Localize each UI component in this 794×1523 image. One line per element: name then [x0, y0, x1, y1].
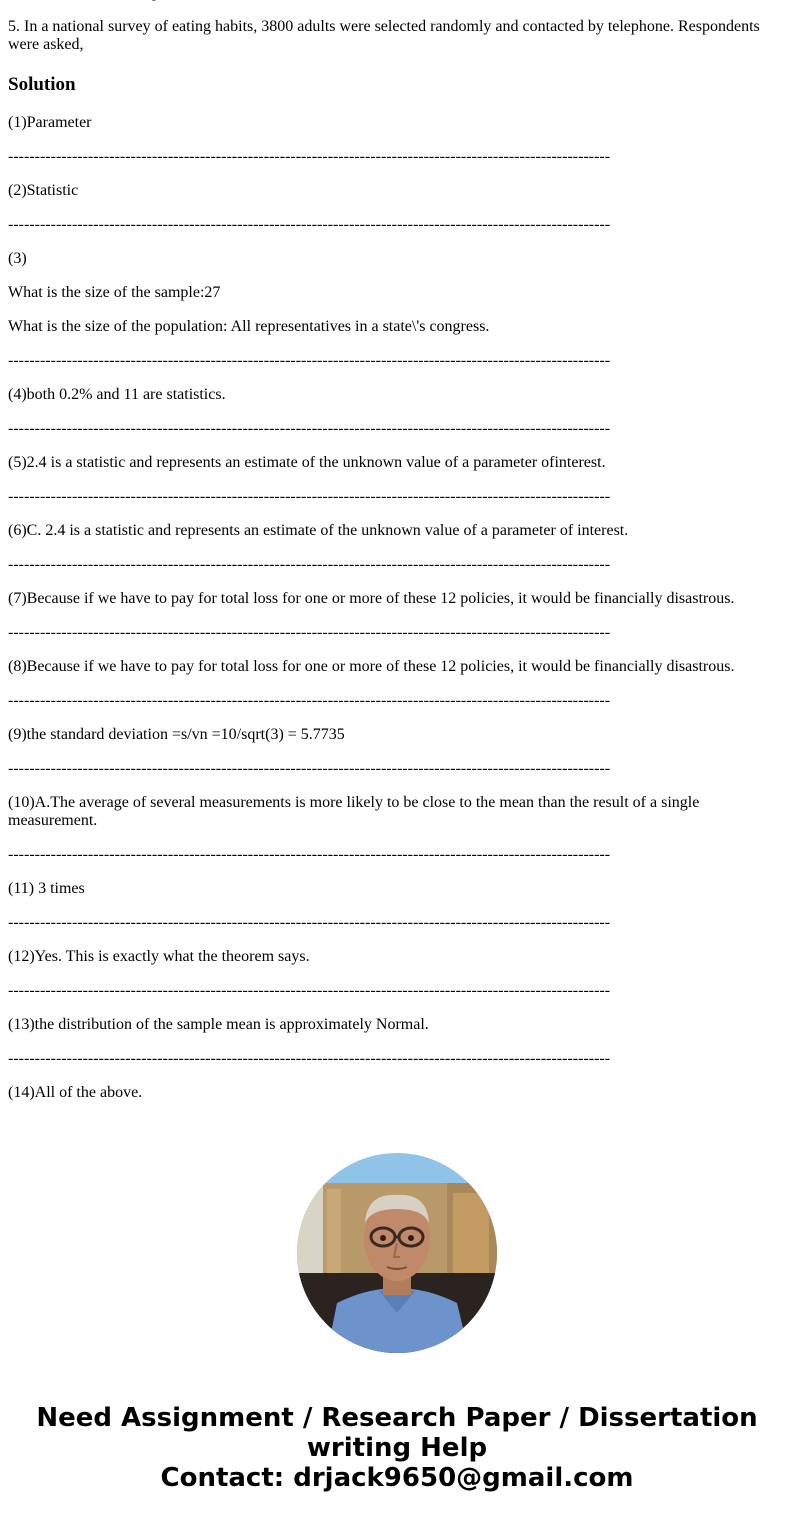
question-5-text: 5. In a national survey of eating habits, 3800 adults were selected randomly and contacted by telephone. Respondents were asked,	[8, 18, 760, 53]
separator: -----------------------------------------------------------------------------------------------------------------	[8, 352, 611, 369]
answer-13: (13)the distribution of the sample mean is approximately Normal.	[8, 1016, 429, 1033]
answer-6: (6)C. 2.4 is a statistic and represents an estimate of the unknown value of a parameter of interest.	[8, 522, 629, 539]
answer-4: (4)both 0.2% and 11 are statistics.	[8, 386, 226, 403]
answer-5: (5)2.4 is a statistic and represents an estimate of the unknown value of a parameter ofinterest.	[8, 454, 606, 471]
answer-3-sample-size: What is the size of the sample:27	[8, 284, 221, 301]
cta-line-2: writing Help	[306, 1433, 488, 1463]
cta-contact-email[interactable]: Contact: drjack9650@gmail.com	[160, 1463, 634, 1493]
separator: -----------------------------------------------------------------------------------------------------------------	[8, 692, 611, 709]
separator: -----------------------------------------------------------------------------------------------------------------	[8, 556, 611, 573]
answer-8: (8)Because if we have to pay for total loss for one or more of these 12 policies, it would be financially disastrous.	[8, 658, 735, 675]
solution-heading: Solution	[8, 74, 76, 95]
separator: -----------------------------------------------------------------------------------------------------------------	[8, 488, 611, 505]
separator: -----------------------------------------------------------------------------------------------------------------	[8, 760, 611, 777]
cta-line-1: Need Assignment / Research Paper / Dissertation	[36, 1403, 758, 1433]
answer-3-population-size: What is the size of the population: All representatives in a state\'s congress.	[8, 318, 490, 335]
answer-3: (3)	[8, 250, 27, 267]
author-photo-svg	[297, 1153, 497, 1353]
answer-9: (9)the standard deviation =s/vn =10/sqrt(3) = 5.7735	[8, 726, 345, 743]
separator: -----------------------------------------------------------------------------------------------------------------	[8, 846, 611, 863]
author-photo-icon	[297, 1153, 497, 1353]
question-cut-line	[8, 0, 778, 2]
solution-document	[8, 0, 778, 1118]
answer-11: (11) 3 times	[8, 880, 85, 897]
separator: -----------------------------------------------------------------------------------------------------------------	[8, 216, 611, 233]
answer-12: (12)Yes. This is exactly what the theorem says.	[8, 948, 310, 965]
answer-1: (1)Parameter	[8, 114, 92, 131]
separator: -----------------------------------------------------------------------------------------------------------------	[8, 914, 611, 931]
separator: -----------------------------------------------------------------------------------------------------------------	[8, 420, 611, 437]
answer-10: (10)A.The average of several measurements is more likely to be close to the mean than the result of a single measurement.	[8, 794, 700, 829]
separator: -----------------------------------------------------------------------------------------------------------------	[8, 148, 611, 165]
separator: -----------------------------------------------------------------------------------------------------------------	[8, 1050, 611, 1067]
answer-2: (2)Statistic	[8, 182, 79, 199]
answer-7: (7)Because if we have to pay for total loss for one or more of these 12 policies, it would be financially disastrous.	[8, 590, 735, 607]
separator: -----------------------------------------------------------------------------------------------------------------	[8, 982, 611, 999]
answer-14: (14)All of the above.	[8, 1084, 143, 1101]
contact-banner	[0, 1403, 794, 1493]
separator: -----------------------------------------------------------------------------------------------------------------	[8, 624, 611, 641]
